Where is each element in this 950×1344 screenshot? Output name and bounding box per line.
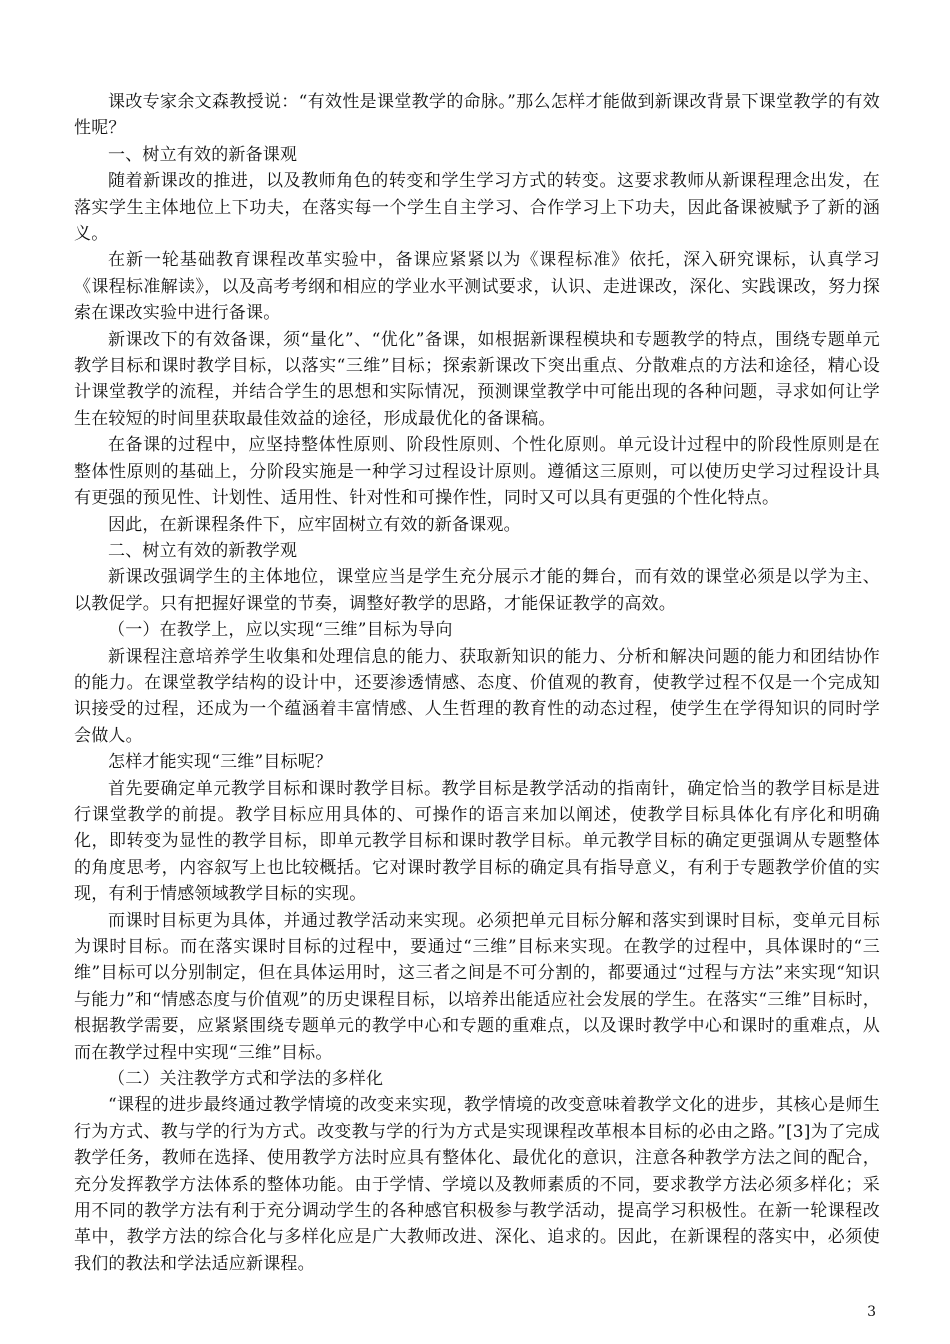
question-line: 怎样才能实现“三维”目标呢？ [108,752,333,773]
page-number: 3 [867,1304,876,1320]
document-body [74,89,880,1277]
body-paragraph: 随着新课改的推进，以及教师角色的转变和学生学习方式的转变。这要求教师从新课程理念出发，在落实学生主体地位上下功夫，在落实每一个学生自主学习、合作学习上下功夫，因此备课被赋予了新的涵义。 [74,171,880,245]
body-paragraph: 而课时目标更为具体，并通过教学活动来实现。必须把单元目标分解和落实到课时目标，变单元目标为课时目标。而在落实课时目标的过程中，要通过“三维”目标来实现。在教学的过程中，具体课时的“三维”目标可以分别制定，但在具体运用时，这三者之间是不可分割的，都要通过“过程与方法”来实现“知识与能力”和“情感态度与价值观”的历史课程目标，以培养出能适应社会发展的学生。在落实“三维”目标时，根据教学需要，应紧紧围绕专题单元的教学中心和专题的重难点，以及课时教学中心和课时的重难点，从而在教学过程中实现“三维”目标。 [74,910,880,1063]
body-paragraph: 首先要确定单元教学目标和课时教学目标。教学目标是教学活动的指南针，确定恰当的教学目标是进行课堂教学的前提。教学目标应用具体的、可操作的语言来加以阐述，使教学目标具体化有序化和明确化，即转变为显性的教学目标，即单元教学目标和课时教学目标。单元教学目标的确定更强调从专题整体的角度思考，内容叙写上也比较概括。它对课时教学目标的确定具有指导意义，有利于专题教学价值的实现，有利于情感领域教学目标的实现。 [74,778,880,905]
subsection-heading-2: （二）关注教学方式和学法的多样化 [108,1069,384,1090]
section-heading-1: 一、树立有效的新备课观 [108,144,298,165]
body-paragraph: “课程的进步最终通过教学情境的改变来实现，教学情境的改变意味着教学文化的进步，其核心是师生行为方式、教与学的行为方式。改变教与学的行为方式是实现课程改革根本目标的必由之路。”[3]为了完成教学任务，教师在选择、使用教学方法时应具有整体化、最优化的意识，注意各种教学方法之间的配合，充分发挥教学方法体系的整体功能。由于学情、学境以及教师素质的不同，要求教学方法必须多样化；采用不同的教学方法有利于充分调动学生的各种感官积极参与教学活动，提高学习积极性。在新一轮课程改革中，教学方法的综合化与多样化应是广大教师改进、深化、追求的。因此，在新课程的落实中，必须使我们的教法和学法适应新课程。 [74,1095,880,1274]
body-paragraph: 新课程注意培养学生收集和处理信息的能力、获取新知识的能力、分析和解决问题的能力和团结协作的能力。在课堂教学结构的设计中，还要渗透情感、态度、价值观的教育，使教学过程不仅是一个完成知识接受的过程，还成为一个蕴涵着丰富情感、人生哲理的教育性的动态过程，使学生在学得知识的同时学会做人。 [74,646,880,746]
body-paragraph: 新课改下的有效备课，须“量化”、“优化”备课，如根据新课程模块和专题教学的特点，围绕专题单元教学目标和课时教学目标，以落实“三维”目标；探索新课改下突出重点、分散难点的方法和途径，精心设计课堂教学的流程，并结合学生的思想和实际情况，预测课堂教学中可能出现的各种问题，寻求如何让学生在较短的时间里获取最佳效益的途径，形成最优化的备课稿。 [74,329,880,429]
body-paragraph: 因此，在新课程条件下，应牢固树立有效的新备课观。 [108,514,521,535]
body-paragraph: 在备课的过程中，应坚持整体性原则、阶段性原则、个性化原则。单元设计过程中的阶段性原则是在整体性原则的基础上，分阶段实施是一种学习过程设计原则。遵循这三原则，可以使历史学习过程设计具有更强的预见性、计划性、适用性、针对性和可操作性，同时又可以具有更强的个性化特点。 [74,435,880,509]
body-paragraph: 在新一轮基础教育课程改革实验中，备课应紧紧以为《课程标准》依托，深入研究课标，认真学习《课程标准解读》，以及高考考纲和相应的学业水平测试要求，认识、走进课改，深化、实践课改，努力探索在课改实验中进行备课。 [74,250,880,324]
body-paragraph: 新课改强调学生的主体地位，课堂应当是学生充分展示才能的舞台，而有效的课堂必须是以学为主、以教促学。只有把握好课堂的节奏，调整好教学的思路，才能保证教学的高效。 [74,567,880,614]
section-heading-2: 二、树立有效的新教学观 [108,540,298,561]
intro-paragraph: 课改专家余文森教授说：“有效性是课堂教学的命脉。”那么怎样才能做到新课改背景下课堂教学的有效性呢？ [74,92,880,139]
subsection-heading-1: （一）在教学上，应以实现“三维”目标为导向 [108,620,453,641]
